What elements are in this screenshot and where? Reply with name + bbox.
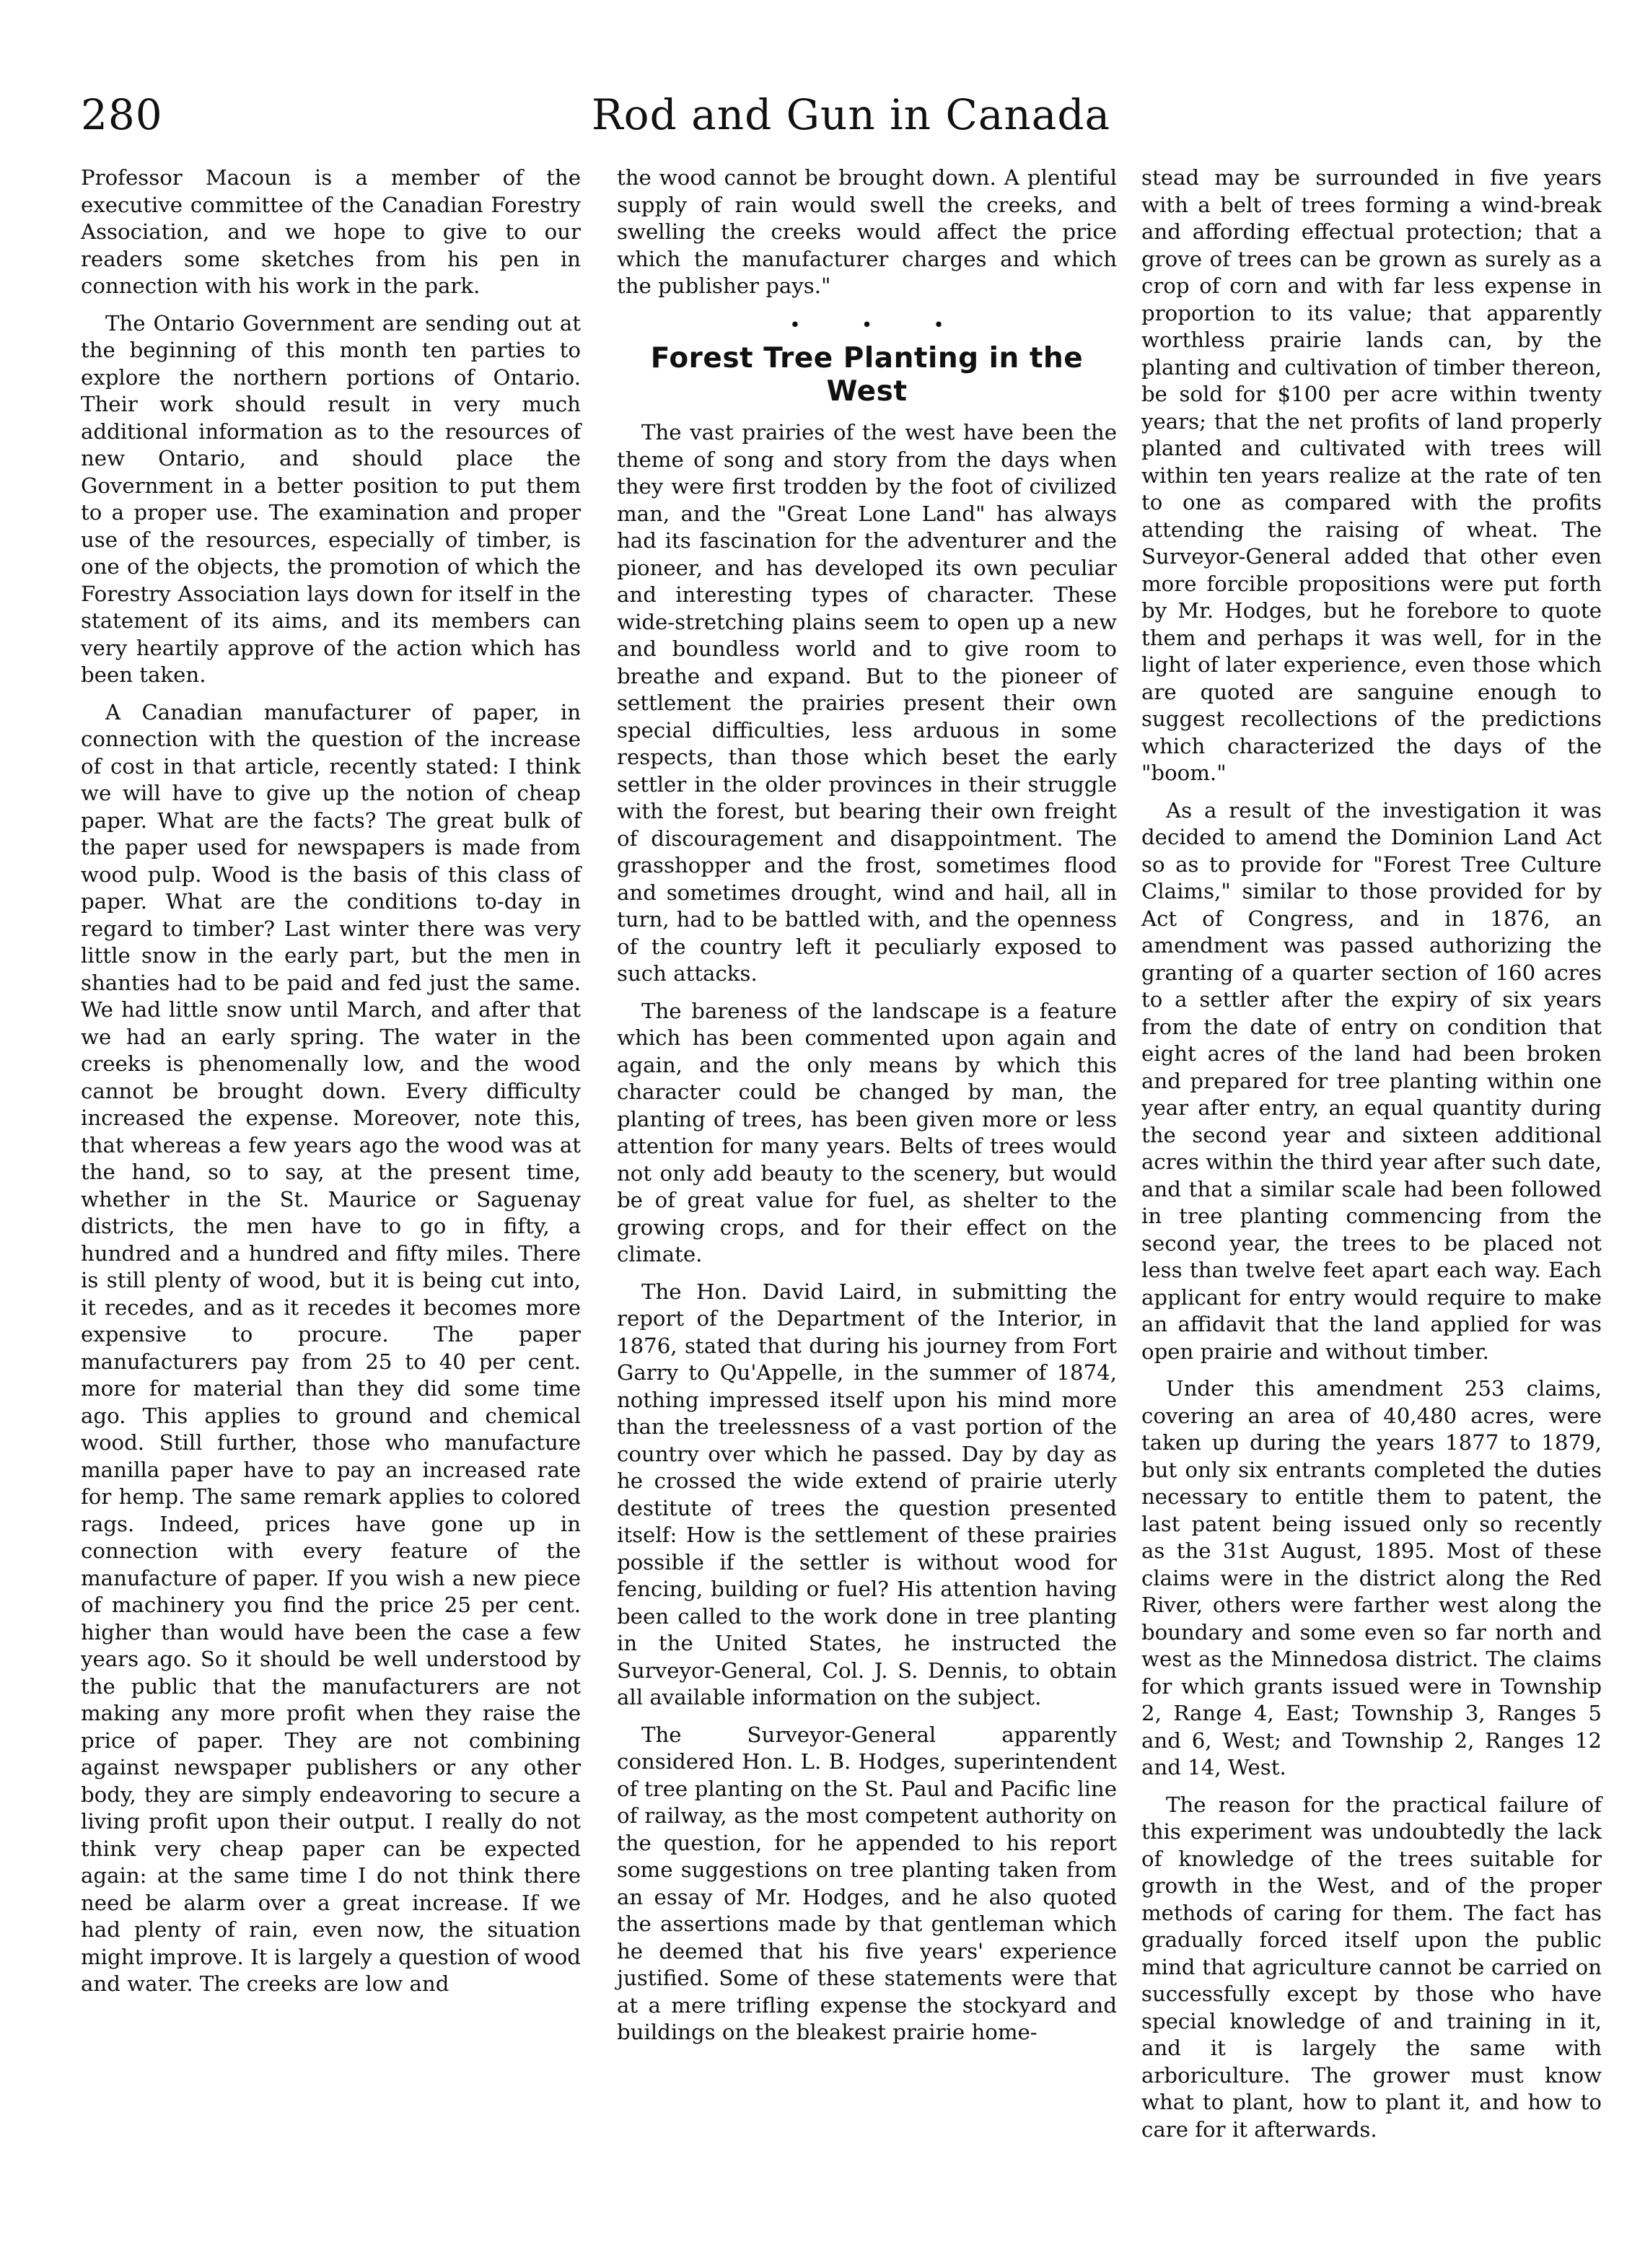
paragraph: stead may be surrounded in five years with a belt of trees forming a wind-break and affording effectual protection; that a grove of trees can be grown as surely as a crop of corn and with far less expense in proportion to its value; that apparently worthless prairie lands can, by the planting and cultivation of timber thereon, be sold for $100 per acre within twenty years; that the net profits of land properly planted and cultivated with trees will within ten years realize at the rate of ten to one as compared with the profits attending the raising of wheat. The Surveyor-General added that other even more forcible propositions were put forth by Mr. Hodges, but he forebore to quote them and perhaps it was well, for in the light of later experience, even those which are quoted are sanguine enough to suggest recollections of the predictions which characterized the days of the "boom." — [1141, 165, 1602, 785]
paragraph: The Surveyor-General apparently considered Hon. L. B. Hodges, superintendent of tree planting on the St. Paul and Pacific line of railway, as the most competent authority on the question, for he appended to his report some suggestions on tree planting taken from an essay of Mr. Hodges, and he also quoted the assertions made by that gentleman which he deemed that his five years' experience justified. Some of these statements were that at a mere trifling expense the stockyard and buildings on the bleakest prairie home- — [617, 1722, 1117, 2045]
page-number: 280 — [81, 90, 163, 139]
paragraph: Under this amendment 253 claims, covering an area of 40,480 acres, were taken up during the years 1877 to 1879, but only six entrants completed the duties necessary to entitle them to patent, the last patent being issued only so recently as the 31st August, 1895. Most of these claims were in the district along the Red River, others were farther west along the boundary and some even so far north and west as the Minnedosa district. The claims for which grants issued were in Township 2, Range 4, East; Township 3, Ranges 5 and 6, West; and Township 2, Ranges 12 and 14, West. — [1141, 1376, 1602, 1779]
column-left — [81, 165, 581, 1998]
paragraph: A Canadian manufacturer of paper, in connection with the question of the increase of cost in that article, recently stated: I think we will have to give up the notion of cheap paper. What are the facts? The great bulk of the paper used for newspapers is made from wood pulp. Wood is the basis of this class of paper. What are the conditions to-day in regard to timber? Last winter there was very little snow in the early part, but the men in shanties had to be paid and fed just the same. We had little snow until March, and after that we had an early spring. The water in the creeks is phenomenally low, and the wood cannot be brought down. Every difficulty increased the expense. Moreover, note this, that whereas a few years ago the wood was at the hand, so to say, at the present time, whether in the St. Maurice or Saguenay districts, the men have to go in fifty, a hundred and a hundred and fifty miles. There is still plenty of wood, but it is being cut into, it recedes, and as it recedes it becomes more expensive to procure. The paper manufacturers pay from 25 to 40 per cent. more for material than they did some time ago. This applies to ground and chemical wood. Still further, those who manufacture manilla paper have to pay an increased rate for hemp. The same remark applies to colored rags. Indeed, prices have gone up in connection with every feature of the manufacture of paper. If you wish a new piece of machinery you find the price 25 per cent. higher than would have been the case a few years ago. So it should be well understood by the public that the manufacturers are not making any more profit when they raise the price of paper. They are not combining against newspaper publishers or any other body, they are simply endeavoring to secure a living profit upon their output. I really do not think very cheap paper can be expected again: at the same time I do not think there need be alarm over a great increase. If we had plenty of rain, even now, the situation might improve. It is largely a question of wood and water. The creeks are low and — [81, 699, 581, 1996]
column-middle — [617, 165, 1117, 2046]
column-right — [1141, 165, 1602, 2143]
running-title: Rod and Gun in Canada — [592, 90, 1111, 139]
paragraph: the wood cannot be brought down. A plentiful supply of rain would swell the creeks, and swelling the creeks would affect the price which the manufacturer charges and which the publisher pays." — [617, 165, 1117, 298]
paragraph: The Ontario Government are sending out at the beginning of this month ten parties to explore the northern portions of Ontario. Their work should result in very much additional information as to the resources of new Ontario, and should place the Government in a better position to put them to a proper use. The examination and proper use of the resources, especially of timber, is one of the objects, the promotion of which the Forestry Association lays down for itself in the statement of its aims, and its members can very heartily approve of the action which has been taken. — [81, 310, 581, 687]
paragraph: As a result of the investigation it was decided to amend the Dominion Land Act so as to provide for "Forest Tree Culture Claims," similar to those provided for by Act of Congress, and in 1876, an amendment was passed authorizing the granting of a quarter section of 160 acres to a settler after the expiry of six years from the date of entry on condition that eight acres of the land had been broken and prepared for tree planting within one year after entry, an equal quantity during the second year and sixteen additional acres within the third year after such date, and that a similar scale had been followed in tree planting commencing from the second year, the trees to be placed not less than twelve feet apart each way. Each applicant for entry would require to make an affidavit that the land applied for was open prairie and without timber. — [1141, 797, 1602, 1364]
paragraph: The reason for the practical failure of this experiment was undoubtedly the lack of knowledge of the trees suitable for growth in the West, and of the proper methods of caring for them. The fact has gradually forced itself upon the public mind that agriculture cannot be carried on successfully except by those who have special knowledge of and training in it, and it is largely the same with arboriculture. The grower must know what to plant, how to plant it, and how to care for it afterwards. — [1141, 1792, 1602, 2142]
paragraph: The Hon. David Laird, in submitting the report of the Department of the Interior, in 1876, stated that during his journey from Fort Garry to Qu'Appelle, in the summer of 1874, nothing impressed itself upon his mind more than the treelessness of a vast portion of the country over which he passed. Day by day as he crossed the wide extend of prairie uterly destitute of trees the question presented itself: How is the settlement of these prairies possible if the settler is without wood for fencing, building or fuel? His attention having been called to the work done in tree planting in the United States, he instructed the Surveyor-General, Col. J. S. Dennis, to obtain all available information on the subject. — [617, 1279, 1117, 1710]
section-title: Forest Tree Planting in the West — [650, 341, 1084, 408]
section-separator: • • • — [789, 314, 972, 336]
paragraph: The bareness of the landscape is a feature which has been commented upon again and again, and the only means by which this character could be changed by man, the planting of trees, has been given more or less attention for many years. Belts of trees would not only add beauty to the scenery, but would be of great value for fuel, as shelter to the growing crops, and for their effect on the climate. — [617, 998, 1117, 1267]
paragraph: Professor Macoun is a member of the executive committee of the Canadian Forestry Association, and we hope to give to our readers some sketches from his pen in connection with his work in the park. — [81, 165, 581, 298]
paragraph: The vast prairies of the west have been the theme of song and story from the days when they were first trodden by the foot of civilized man, and the "Great Lone Land" has always had its fascination for the adventurer and the pioneer, and has developed its own peculiar and interesting types of character. These wide-stretching plains seem to open up a new and boundless world and to give room to breathe and expand. But to the pioneer of settlement the prairies present their own special difficulties, less arduous in some respects, than those which beset the early settler in the older provinces in their struggle with the forest, but bearing their own freight of discouragement and disappointment. The grasshopper and the frost, sometimes flood and sometimes drought, wind and hail, all in turn, had to be battled with, and the openness of the country left it peculiarly exposed to such attacks. — [617, 420, 1117, 986]
